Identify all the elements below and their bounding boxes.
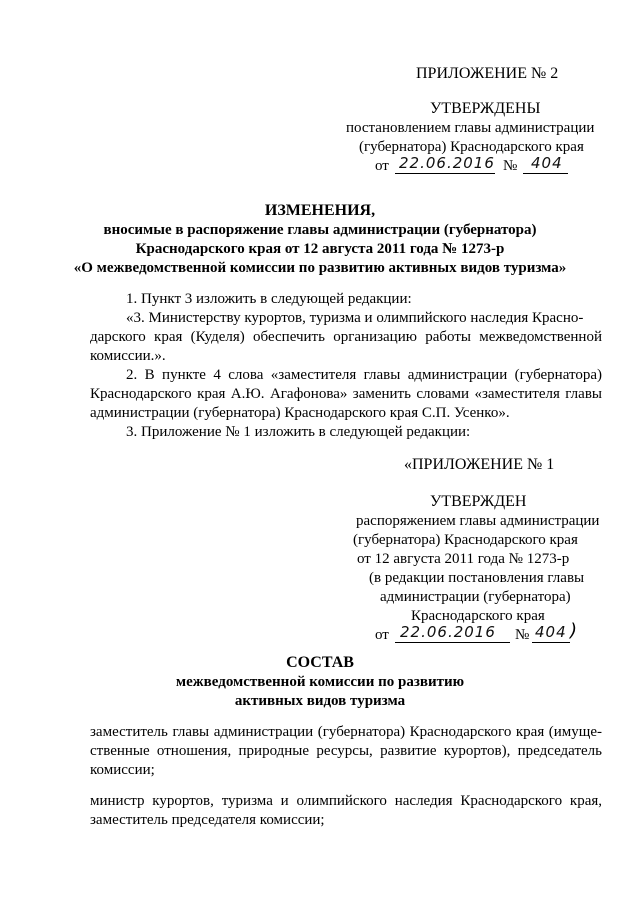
inner-approval-line-5: администрации (губернатора) — [380, 589, 571, 605]
from-label: от — [375, 158, 389, 174]
member-2-line-1: министр курортов, туризма и олимпийского наследия Краснодарского края, — [90, 793, 602, 809]
member-2-line-2: заместитель председателя комиссии; — [90, 812, 325, 828]
title-line-3: «О межведомственной комиссии по развитию активных видов туризма» — [73, 260, 567, 276]
document-title: ИЗМЕНЕНИЯ, — [264, 202, 376, 219]
paragraph-2-line-3: комиссии.». — [90, 348, 166, 364]
paragraph-3-line-3: администрации (губернатора) Краснодарского края С.П. Усенко». — [90, 405, 510, 421]
inner-approval-line-6: Краснодарского края — [411, 608, 545, 624]
inner-handwritten-number: 404 — [535, 623, 567, 641]
paragraph-3-line-1: 2. В пункте 4 слова «заместителя главы администрации (губернатора) — [126, 367, 602, 383]
number-sign: № — [503, 158, 518, 174]
member-1-line-1: заместитель главы администрации (губернатора) Краснодарского края (имуще- — [90, 724, 602, 740]
inner-number-underline — [532, 642, 570, 643]
inner-appendix-number: «ПРИЛОЖЕНИЕ № 1 — [404, 456, 555, 473]
paragraph-1: 1. Пункт 3 изложить в следующей редакции: — [126, 291, 412, 307]
composition-line-2: активных видов туризма — [234, 693, 406, 709]
title-line-1: вносимые в распоряжение главы администрации (губернатора) — [103, 222, 537, 238]
appendix-number: ПРИЛОЖЕНИЕ № 2 — [416, 65, 559, 82]
inner-date-underline — [395, 642, 510, 643]
inner-handwritten-date: 22.06.2016 — [400, 623, 496, 641]
inner-approval-line-4: (в редакции постановления главы — [369, 570, 585, 586]
date-underline — [395, 173, 495, 174]
inner-approval-line-3: от 12 августа 2011 года № 1273-р — [357, 551, 570, 567]
composition-line-1: межведомственной комиссии по развитию — [175, 674, 465, 690]
approval-line-1: постановлением главы администрации — [346, 120, 595, 136]
composition-title: СОСТАВ — [286, 654, 354, 671]
paragraph-3-line-2: Краснодарского края А.Ю. Агафонова» заменить словами «заместителя главы — [90, 386, 602, 402]
handwritten-date: 22.06.2016 — [399, 154, 495, 172]
paragraph-2-line-1: «3. Министерству курортов, туризма и олимпийского наследия Красно- — [126, 310, 584, 326]
handwritten-closing-bracket: ) — [570, 620, 578, 641]
paragraph-2-line-2: дарского края (Куделя) обеспечить организацию работы межведомственной — [90, 329, 602, 345]
approval-line-2: (губернатора) Краснодарского края — [359, 139, 584, 155]
inner-approved-label: УТВЕРЖДЕН — [430, 493, 527, 510]
handwritten-number: 404 — [531, 154, 563, 172]
approved-label: УТВЕРЖДЕНЫ — [430, 100, 541, 117]
inner-approval-line-2: (губернатора) Краснодарского края — [353, 532, 578, 548]
member-1-line-3: комиссии; — [90, 762, 155, 778]
inner-number-sign: № — [515, 627, 530, 643]
paragraph-4: 3. Приложение № 1 изложить в следующей редакции: — [126, 424, 471, 440]
inner-from-label: от — [375, 627, 389, 643]
title-line-2: Краснодарского края от 12 августа 2011 года № 1273-р — [135, 241, 505, 257]
member-1-line-2: ственные отношения, природные ресурсы, развитие курортов), председатель — [90, 743, 602, 759]
inner-approval-line-1: распоряжением главы администрации — [356, 513, 600, 529]
number-underline — [523, 173, 568, 174]
